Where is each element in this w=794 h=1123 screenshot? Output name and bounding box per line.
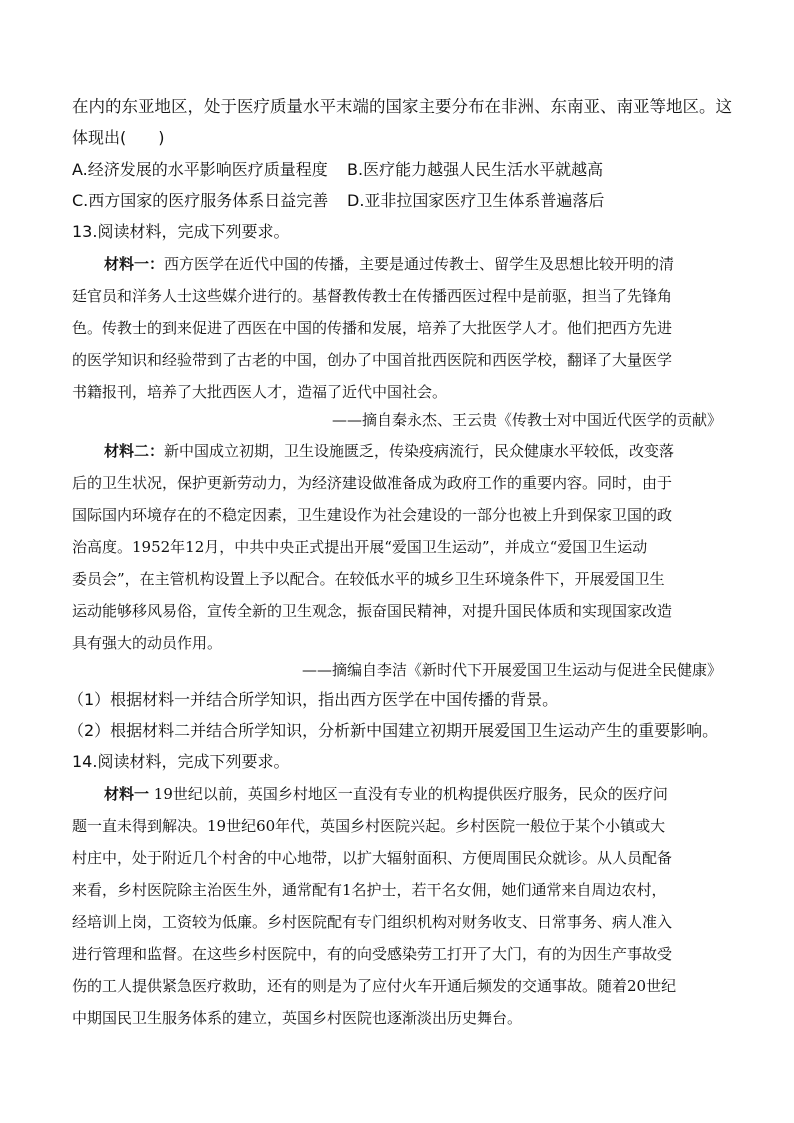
q13-material-2-line-3: 国际国内环境存在的不稳定因素，卫生建设作为社会建设的一部分也被上升到保家卫国的政 (72, 506, 673, 524)
q13-material-1-line-4: 的医学知识和经验带到了古老的中国，创办了中国首批西医院和西医学校，翻译了大量医学 (72, 351, 673, 369)
q12-option-d: D.亚非拉国家医疗卫生体系普遍落后 (347, 191, 605, 210)
q14-material-1-line-3: 村庄中，处于附近几个村舍的中心地带，以扩大辐射面积、方便周围民众就诊。从人员配备 (72, 849, 673, 867)
q13-requirement-2: （2）根据材料二并结合所学知识，分析新中国建立初期开展爱国卫生运动产生的重要影响。 (68, 721, 719, 740)
q12-option-c: C.西方国家的医疗服务体系日益完善 (72, 191, 329, 210)
q13-material-1-line-2: 廷官员和洋务人士这些媒介进行的。基督教传教士在传播西医过程中是前驱，担当了先锋角 (72, 287, 673, 305)
q13-material-2-text: 新中国成立初期，卫生设施匮乏，传染疫病流行，民众健康水平较低，改变落 (164, 442, 675, 460)
q13-heading: 13.阅读材料，完成下列要求。 (72, 222, 290, 241)
q13-material-2-label: 材料二： (104, 442, 165, 460)
q12-option-a: A.经济发展的水平影响医疗质量程度 (72, 160, 328, 179)
q13-material-2-line-6: 运动能够移风易俗，宣传全新的卫生观念，振奋国民精神，对提升国民体质和实现国家改造 (72, 602, 673, 620)
q13-material-2-source: ——摘编自李洁《新时代下开展爱国卫生运动与促进全民健康》 (301, 661, 722, 679)
q13-material-1-source: ——摘自秦永杰、王云贵《传教士对中国近代医学的贡献》 (331, 411, 722, 429)
q13-material-2-line-2: 后的卫生状况，保护更新劳动力，为经济建设做准备成为政府工作的重要内容。同时，由于 (72, 474, 673, 492)
q14-material-1-line-4: 来看，乡村医院除主治医生外，通常配有1名护士，若干名女佣，她们通常来自周边农村， (72, 881, 667, 899)
q12-stem-line-2: 体现出( ) (72, 128, 165, 147)
q13-material-2-line-1 (104, 441, 674, 461)
q13-material-1-line-3: 色。传教士的到来促进了西医在中国的传播和发展，培养了大批医学人才。他们把西方先进 (72, 319, 673, 337)
q12-stem-line-1: 在内的东亚地区，处于医疗质量水平末端的国家主要分布在非洲、东南亚、南亚等地区。这 (72, 97, 732, 116)
q14-material-1-line-2: 题一直未得到解决。19世纪60年代，英国乡村医院兴起。乡村医院一般位于某个小镇或大 (72, 817, 666, 835)
q13-requirement-1: （1）根据材料一并结合所学知识，指出西方医学在中国传播的背景。 (68, 690, 559, 709)
q14-material-1-line-8: 中期国民卫生服务体系的建立，英国乡村医院也逐渐淡出历史舞台。 (72, 1009, 523, 1027)
q12-option-b: B.医疗能力越强人民生活水平就越高 (347, 160, 604, 179)
q13-material-1-line-5: 书籍报刊，培养了大批西医人才，造福了近代中国社会。 (72, 383, 448, 401)
q13-material-2-line-7: 具有强大的动员作用。 (72, 634, 223, 652)
q13-material-1-text: 西方医学在近代中国的传播，主要是通过传教士、留学生及思想比较开明的清 (164, 255, 675, 273)
q14-material-1-label: 材料一 (104, 785, 150, 803)
q14-heading: 14.阅读材料，完成下列要求。 (72, 752, 290, 771)
q13-material-2-line-5: 委员会”，在主管机构设置上予以配合。在较低水平的城乡卫生环境条件下，开展爱国卫生 (72, 570, 665, 588)
q14-material-1-line-6: 进行管理和监督。在这些乡村医院中，有的向受感染劳工打开了大门，有的为因生产事故受 (72, 945, 673, 963)
q13-material-1-label: 材料一： (104, 255, 165, 273)
q13-material-1-line-1 (104, 254, 674, 274)
q14-material-1-line-7: 伤的工人提供紧急医疗救助，还有的则是为了应付火车开通后频发的交通事故。随着20世纪 (72, 977, 677, 995)
q13-material-2-line-4: 治高度。1952年12月，中共中央正式提出开展“爱国卫生运动”，并成立“爱国卫生运动 (72, 538, 648, 556)
q14-material-1-line-1 (104, 784, 668, 804)
q14-material-1-text: 19世纪以前，英国乡村地区一直没有专业的机构提供医疗服务，民众的医疗问 (149, 785, 668, 803)
q14-material-1-line-5: 经培训上岗，工资较为低廉。乡村医院配有专门组织机构对财务收支、日常事务、病人准入 (72, 913, 673, 931)
